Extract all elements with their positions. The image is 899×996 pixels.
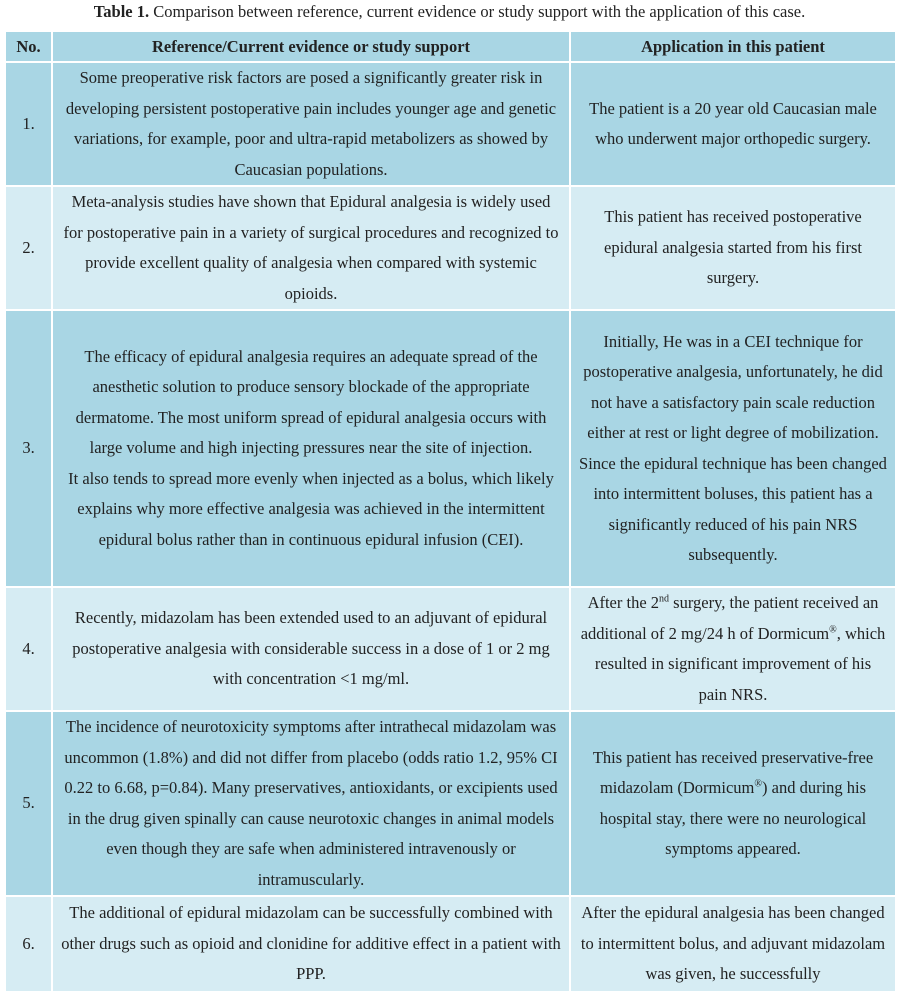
application-text-part: , which resulted in significant improvement of his pain NRS. bbox=[594, 623, 886, 704]
reference-text: The efficacy of epidural analgesia requires an adequate spread of the anesthetic solution to produce sensory blockade of the appropriate dermatome. The most uniform spread of epidural analgesia occurs with large volume and high injecting pressures near the site of injection. bbox=[75, 346, 547, 458]
application-cell bbox=[570, 62, 896, 186]
reference-cell bbox=[52, 587, 570, 711]
application-cell bbox=[570, 587, 896, 711]
table-row bbox=[5, 62, 896, 186]
header-application: Application in this patient bbox=[570, 31, 896, 62]
reference-cell bbox=[52, 711, 570, 896]
table-row bbox=[5, 711, 896, 896]
application-text-part: After the 2 bbox=[587, 593, 660, 612]
application-text: After the epidural analgesia has been changed to intermittent bolus, and adjuvant midazolam was given, he successfully bbox=[580, 903, 886, 984]
application-cell bbox=[570, 310, 896, 587]
reference-text: It also tends to spread more evenly when injected as a bolus, which likely explains why more effective analgesia was achieved in the intermittent epidural bolus rather than in continuous epidural infusion (CEI). bbox=[68, 468, 554, 549]
row-number: 3. bbox=[5, 310, 52, 587]
reference-text: Meta-analysis studies have shown that Epidural analgesia is widely used for postoperative pain in a variety of surgical procedures and recognized to provide excellent quality of analgesia when compared with systemic opioids. bbox=[63, 192, 559, 303]
application-text-part: ) and during his hospital stay, there were no neurological symptoms appeared. bbox=[599, 778, 867, 858]
table-row bbox=[5, 587, 896, 711]
reference-text: Some preoperative risk factors are posed a significantly greater risk in developing persistent postoperative pain includes younger age and genetic variations, for example, poor and ultra-rapid metabolizers as showed by Caucasian populations. bbox=[65, 68, 557, 179]
reference-cell bbox=[52, 310, 570, 587]
table-caption-text: Comparison between reference, current evidence or study support with the application of this case. bbox=[149, 2, 806, 21]
row-number: 2. bbox=[5, 186, 52, 310]
reference-cell bbox=[52, 186, 570, 310]
table-row bbox=[5, 896, 896, 992]
application-text bbox=[579, 588, 887, 710]
application-text: Since the epidural technique has been changed into intermittent boluses, this patient has a significantly reduced of his pain NRS subsequently. bbox=[579, 453, 887, 564]
superscript: nd bbox=[659, 593, 670, 605]
registered-mark: ® bbox=[754, 778, 762, 790]
table-row bbox=[5, 186, 896, 310]
application-text: Initially, He was in a CEI technique for postoperative analgesia, unfortunately, he did not have a satisfactory pain scale reduction either at rest or light degree of mobilization. bbox=[583, 331, 883, 442]
registered-mark: ® bbox=[829, 624, 837, 635]
application-text-part: surgery, the patient received an additional of 2 mg/24 h of Dormicum bbox=[580, 593, 879, 643]
application-text: This patient has received postoperative epidural analgesia started from his first surgery. bbox=[604, 207, 862, 288]
application-cell bbox=[570, 896, 896, 992]
table-row bbox=[5, 310, 896, 587]
header-no: No. bbox=[5, 31, 52, 62]
reference-cell bbox=[52, 62, 570, 186]
reference-cell bbox=[52, 896, 570, 992]
application-text bbox=[579, 743, 887, 865]
reference-text: Recently, midazolam has been extended used to an adjuvant of epidural postoperative analgesia with considerable success in a dose of 1 or 2 mg with concentration <1 mg/ml. bbox=[72, 608, 550, 689]
comparison-table bbox=[4, 30, 897, 993]
application-text: The patient is a 20 year old Caucasian male who underwent major orthopedic surgery. bbox=[589, 98, 877, 148]
table-header-row bbox=[5, 31, 896, 62]
application-cell bbox=[570, 711, 896, 896]
row-number: 1. bbox=[5, 62, 52, 186]
application-cell bbox=[570, 186, 896, 310]
row-number: 4. bbox=[5, 587, 52, 711]
reference-text: The additional of epidural midazolam can be successfully combined with other drugs such as opioid and clonidine for additive effect in a patient with PPP. bbox=[61, 903, 561, 984]
table-caption bbox=[0, 0, 899, 26]
row-number: 6. bbox=[5, 896, 52, 992]
application-text-part: This patient has received preservative-free midazolam (Dormicum bbox=[592, 747, 874, 797]
row-number: 5. bbox=[5, 711, 52, 896]
table-caption-label: Table 1. bbox=[93, 2, 150, 21]
reference-text: The incidence of neurotoxicity symptoms after intrathecal midazolam was uncommon (1.8%) and did not differ from placebo (odds ratio 1.2, 95% CI 0.22 to 6.68, p=0.84). Many preservatives, antioxidants, or excipients used in the drug given spinally can cause neurotoxic changes in animal models even though they are safe when administered intravenously or intramuscularly. bbox=[64, 717, 558, 889]
header-reference: Reference/Current evidence or study support bbox=[52, 31, 570, 62]
